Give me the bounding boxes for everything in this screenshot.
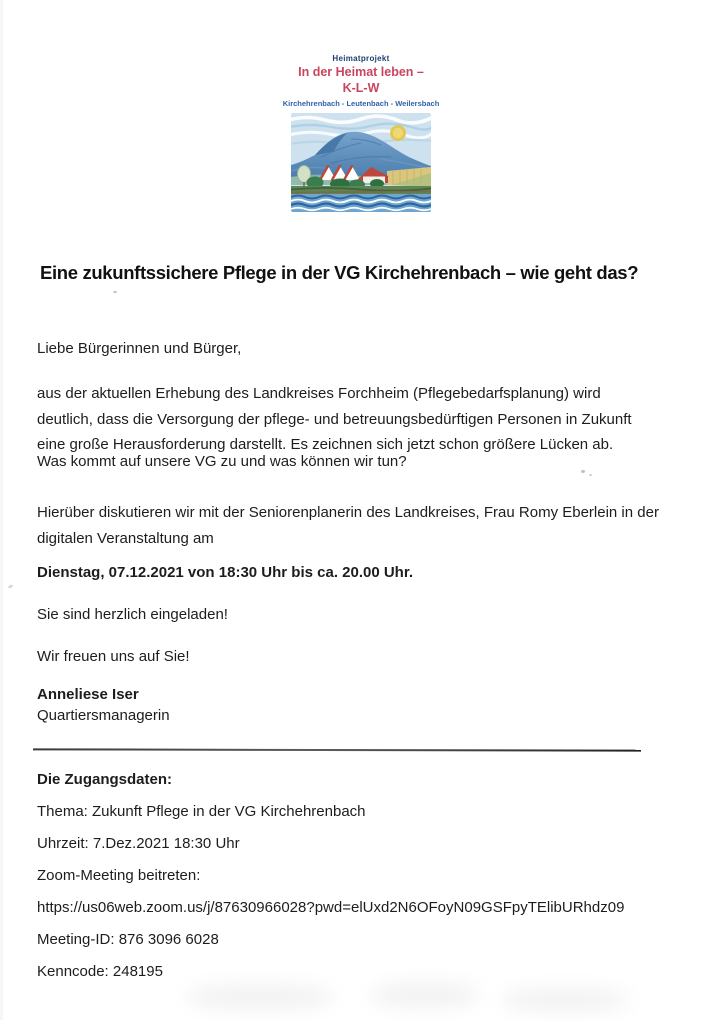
scan-artifact xyxy=(581,470,585,473)
scan-smudge xyxy=(185,984,335,1010)
watercolor-landscape-illustration xyxy=(291,113,431,212)
access-data-heading: Die Zugangsdaten: xyxy=(37,771,173,788)
scan-artifact xyxy=(589,474,592,476)
logo-title-line1: In der Heimat leben – xyxy=(298,65,424,79)
scan-artifact xyxy=(8,584,14,589)
zoom-join-url: https://us06web.zoom.us/j/87630966028?pwd=elUxd2N6OFoyN09GSFpyTElibURhdz09 xyxy=(37,899,625,916)
zoom-passcode: Kenncode: 248195 xyxy=(37,963,163,980)
event-datetime: Dienstag, 07.12.2021 von 18:30 Uhr bis ca. 20.00 Uhr. xyxy=(37,564,414,581)
signature-name: Anneliese Iser xyxy=(37,686,139,703)
paragraph-question: Was kommt auf unsere VG zu und was können wir tun? xyxy=(37,453,407,470)
zoom-join-label: Zoom-Meeting beitreten: xyxy=(37,867,201,884)
scan-smudge xyxy=(370,982,480,1008)
logo-subtitle-villages: Kirchehrenbach - Leutenbach - Weilersbach xyxy=(282,99,440,108)
closing-line: Wir freuen uns auf Sie! xyxy=(37,648,190,665)
project-logo xyxy=(280,54,442,212)
paragraph-survey: aus der aktuellen Erhebung des Landkreises Forchheim (Pflegebedarfsplanung) wird deutlich, dass die Versorgung der pflege- und betreuungsbedürftigen Personen in Zukunft eine große Herausforderung darstellt. Es zeichnen sich jetzt schon größere Lücken ab. xyxy=(37,385,632,453)
salutation: Liebe Bürgerinnen und Bürger, xyxy=(37,340,242,357)
meeting-time: Uhrzeit: 7.Dez.2021 18:30 Uhr xyxy=(37,835,240,852)
invitation-line: Sie sind herzlich eingeladen! xyxy=(37,606,228,623)
signature-divider-line xyxy=(33,748,641,751)
logo-project-label: Heimatprojekt xyxy=(332,54,390,63)
logo-title-line2: K-L-W xyxy=(342,80,380,95)
scan-edge-shadow xyxy=(0,0,3,1020)
scan-smudge xyxy=(500,988,630,1012)
paragraph-discussion: Hierüber diskutieren wir mit der Seniorenplanerin des Landkreises, Frau Romy Eberlein in der digitalen Veranstaltung am xyxy=(37,504,659,547)
meeting-topic: Thema: Zukunft Pflege in der VG Kirchehrenbach xyxy=(37,803,366,820)
signature-role: Quartiersmanagerin xyxy=(37,707,170,724)
document-title: Eine zukunftssichere Pflege in der VG Kirchehrenbach – wie geht das? xyxy=(40,262,639,283)
scan-artifact xyxy=(113,291,117,293)
zoom-meeting-id: Meeting-ID: 876 3096 6028 xyxy=(37,931,219,948)
